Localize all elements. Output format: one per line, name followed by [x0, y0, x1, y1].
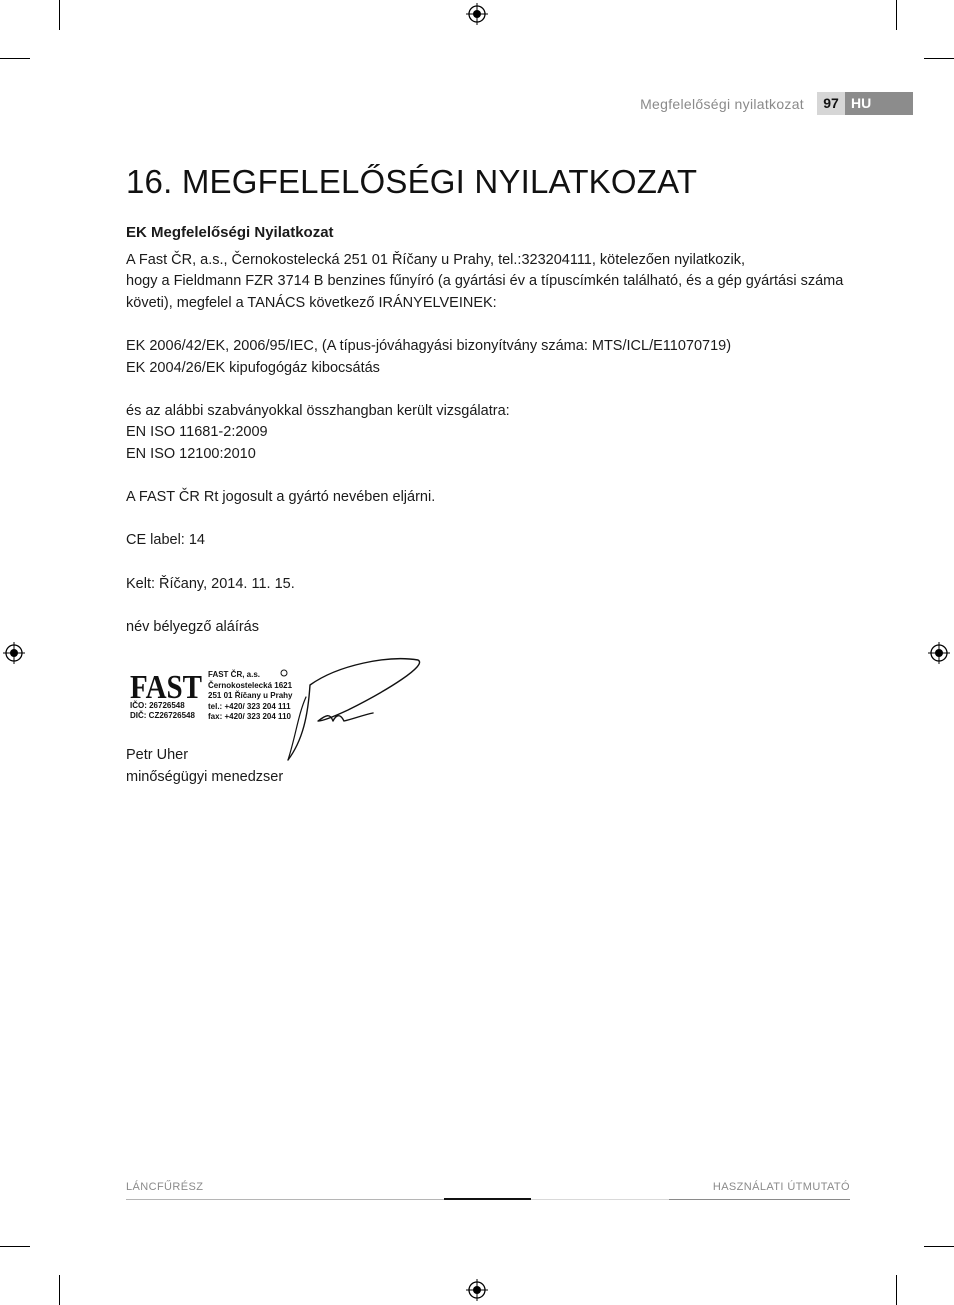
stamp-ids [130, 701, 195, 721]
signer-role: minőségügyi menedzser [126, 768, 284, 785]
registration-mark-icon [466, 1279, 488, 1301]
fast-logo-text: FAST [130, 671, 203, 701]
date-line: Kelt: Říčany, 2014. 11. 15. [126, 575, 295, 592]
stamp-ico: IČO: 26726548 [130, 701, 185, 710]
crop-mark [59, 0, 60, 30]
registration-mark-icon [3, 642, 25, 664]
language-badge: HU [845, 92, 913, 115]
stamp-street: Černokostelecká 1621 [208, 680, 293, 690]
footer-rule [126, 1199, 444, 1200]
signer-block [126, 745, 283, 788]
handwritten-signature-icon [278, 655, 428, 765]
declaration-body [126, 222, 846, 638]
signature-caption: név bélyegző aláírás [126, 618, 259, 635]
footer-rule-accent [444, 1198, 531, 1200]
crop-mark [59, 1275, 60, 1305]
standard-line: EN ISO 12100:2010 [126, 445, 256, 462]
page-number: 97 [817, 92, 845, 115]
crop-mark [0, 1246, 30, 1247]
footer-manual-label: HASZNÁLATI ÚTMUTATÓ [712, 1181, 850, 1193]
registration-mark-icon [466, 3, 488, 25]
crop-mark [0, 58, 30, 59]
standard-line: EN ISO 11681-2:2009 [126, 424, 268, 441]
stamp-fax: fax: +420/ 323 204 110 [208, 712, 291, 721]
stamp-dic: DIČ: CZ26726548 [130, 711, 195, 720]
intro-line: követi), megfelel a TANÁCS következő IRÁNYELVEINEK: [126, 294, 497, 311]
stamp-city: 251 01 Říčany u Prahy [208, 691, 293, 700]
page-title: 16. MEGFELELŐSÉGI NYILATKOZAT [126, 163, 698, 200]
ce-label: CE label: 14 [126, 532, 205, 549]
footer-rule [531, 1199, 669, 1200]
crop-mark [924, 58, 954, 59]
declaration-subheading: EK Megfelelőségi Nyilatkozat [126, 224, 334, 241]
footer-product-label: LÁNCFŰRÉSZ [126, 1181, 204, 1193]
header-section-label: Megfelelőségi nyilatkozat [640, 96, 804, 112]
stamp-company: FAST ČR, a.s. [208, 670, 261, 679]
intro-line: A Fast ČR, a.s., Černokostelecká 251 01 Říčany u Prahy, tel.:323204111, kötelezően nyilatkozik, [126, 251, 746, 268]
authorization-statement: A FAST ČR Rt jogosult a gyártó nevében eljárni. [126, 489, 436, 506]
signer-name: Petr Uher [126, 747, 189, 763]
crop-mark [896, 0, 897, 30]
crop-mark [924, 1246, 954, 1247]
intro-line: hogy a Fieldmann FZR 3714 B benzines fűnyíró (a gyártási év a típuscímkén található, és a gép gyártási száma [126, 273, 844, 290]
directive-line: EK 2006/42/EK, 2006/95/IEC, (A típus-jóváhagyási bizonyítvány száma: MTS/ICL/E11070719) [126, 337, 732, 354]
standards-intro: és az alábbi szabványokkal összhangban került vizsgálatra: [126, 402, 510, 419]
directive-line: EK 2004/26/EK kipufogógáz kibocsátás [126, 359, 380, 376]
registration-mark-icon [928, 642, 950, 664]
fast-logo-icon [130, 671, 204, 701]
footer-rule [669, 1199, 850, 1200]
crop-mark [896, 1275, 897, 1305]
stamp-tel: tel.: +420/ 323 204 111 [208, 701, 291, 711]
